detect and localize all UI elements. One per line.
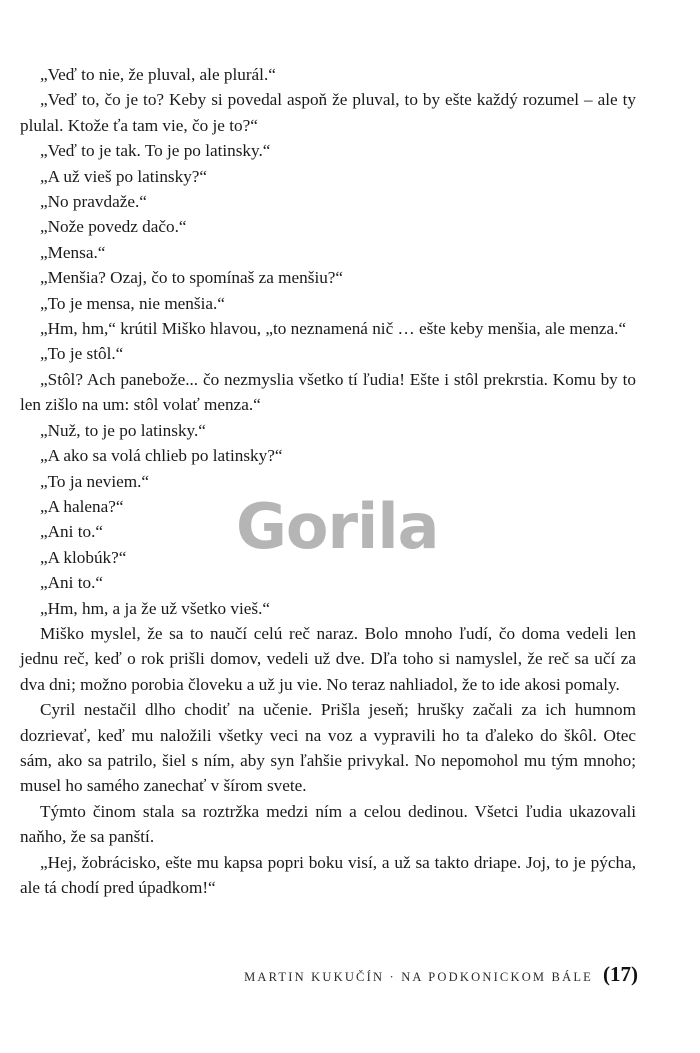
paragraph: „Nože povedz dačo.“: [40, 217, 187, 237]
page-footer: [244, 962, 638, 987]
paragraph: Cyril nestačil dlho chodiť na učenie. Prišla jeseň; hrušky začali za ich humnom dozrievať, keď mu naložili všetky veci na voz a vypravili ho ta ďaleko do škôl. Otec sám, ako sa patrilo, šiel s ním, aby syn ľahšie privykal. No nepomohol mu tým mnoho; musel ho samého zanechať v šírom svete.: [20, 700, 636, 796]
paragraph: „No pravdaže.“: [40, 192, 147, 212]
paragraph: „A klobúk?“: [40, 547, 127, 567]
paragraph: „Veď to, čo je to? Keby si povedal aspoň že pluval, to by ešte každý rozumel – ale ty plulal. Ktože ťa tam vie, čo je to?“: [20, 90, 636, 135]
running-head: MARTIN KUKUČÍN · NA PODKONICKOM BÁLE: [244, 970, 593, 984]
paragraph: Miško myslel, že sa to naučí celú reč naraz. Bolo mnoho ľudí, čo doma vedeli len jednu reč, keď o rok prišli domov, vedeli už dve. Dľa toho si namyslel, že reč sa učí za dva dni; možno porobia človeku a už ju vie. No teraz nahliadol, že to ide akosi pomaly.: [20, 623, 636, 694]
paragraph: „A už vieš po latinsky?“: [40, 166, 208, 186]
paragraph: „Menšia? Ozaj, čo to spomínaš za menšiu?“: [40, 268, 344, 288]
paragraph: „Hm, hm,“ krútil Miško hlavou, „to neznamená nič … ešte keby menšia, ale menza.“: [40, 319, 627, 339]
paragraph: „To ja neviem.“: [40, 471, 150, 491]
paragraph: „Ani to.“: [40, 573, 104, 593]
paragraph: „A halena?“: [40, 496, 124, 516]
paragraph: „A ako sa volá chlieb po latinsky?“: [40, 446, 283, 466]
paragraph: „To je stôl.“: [40, 344, 124, 364]
paragraph: „Mensa.“: [40, 242, 106, 262]
page-number: (17): [603, 962, 638, 986]
paragraph: „Stôl? Ach panebože... čo nezmyslia všetko tí ľudia! Ešte i stôl prekrstia. Komu by to len zišlo na um: stôl volať menza.“: [20, 369, 636, 415]
body-text: [20, 62, 636, 900]
paragraph: „Veď to je tak. To je po latinsky.“: [40, 141, 271, 161]
paragraph: „Nuž, to je po latinsky.“: [40, 420, 206, 440]
paragraph: „Veď to nie, že pluval, ale plurál.“: [40, 65, 276, 84]
watermark-logo: Gorila: [236, 490, 439, 563]
paragraph: „Ani to.“: [40, 522, 104, 542]
paragraph: „Hm, hm, a ja že už všetko vieš.“: [40, 598, 271, 618]
paragraph: „To je mensa, nie menšia.“: [40, 293, 225, 313]
paragraph: Týmto činom stala sa roztržka medzi ním a celou dedinou. Všetci ľudia ukazovali naňho, že sa panští.: [20, 801, 636, 847]
paragraph: „Hej, žobrácisko, ešte mu kapsa popri boku visí, a už sa takto driape. Joj, to je pýcha, ale tá chodí pred úpadkom!“: [20, 852, 636, 897]
